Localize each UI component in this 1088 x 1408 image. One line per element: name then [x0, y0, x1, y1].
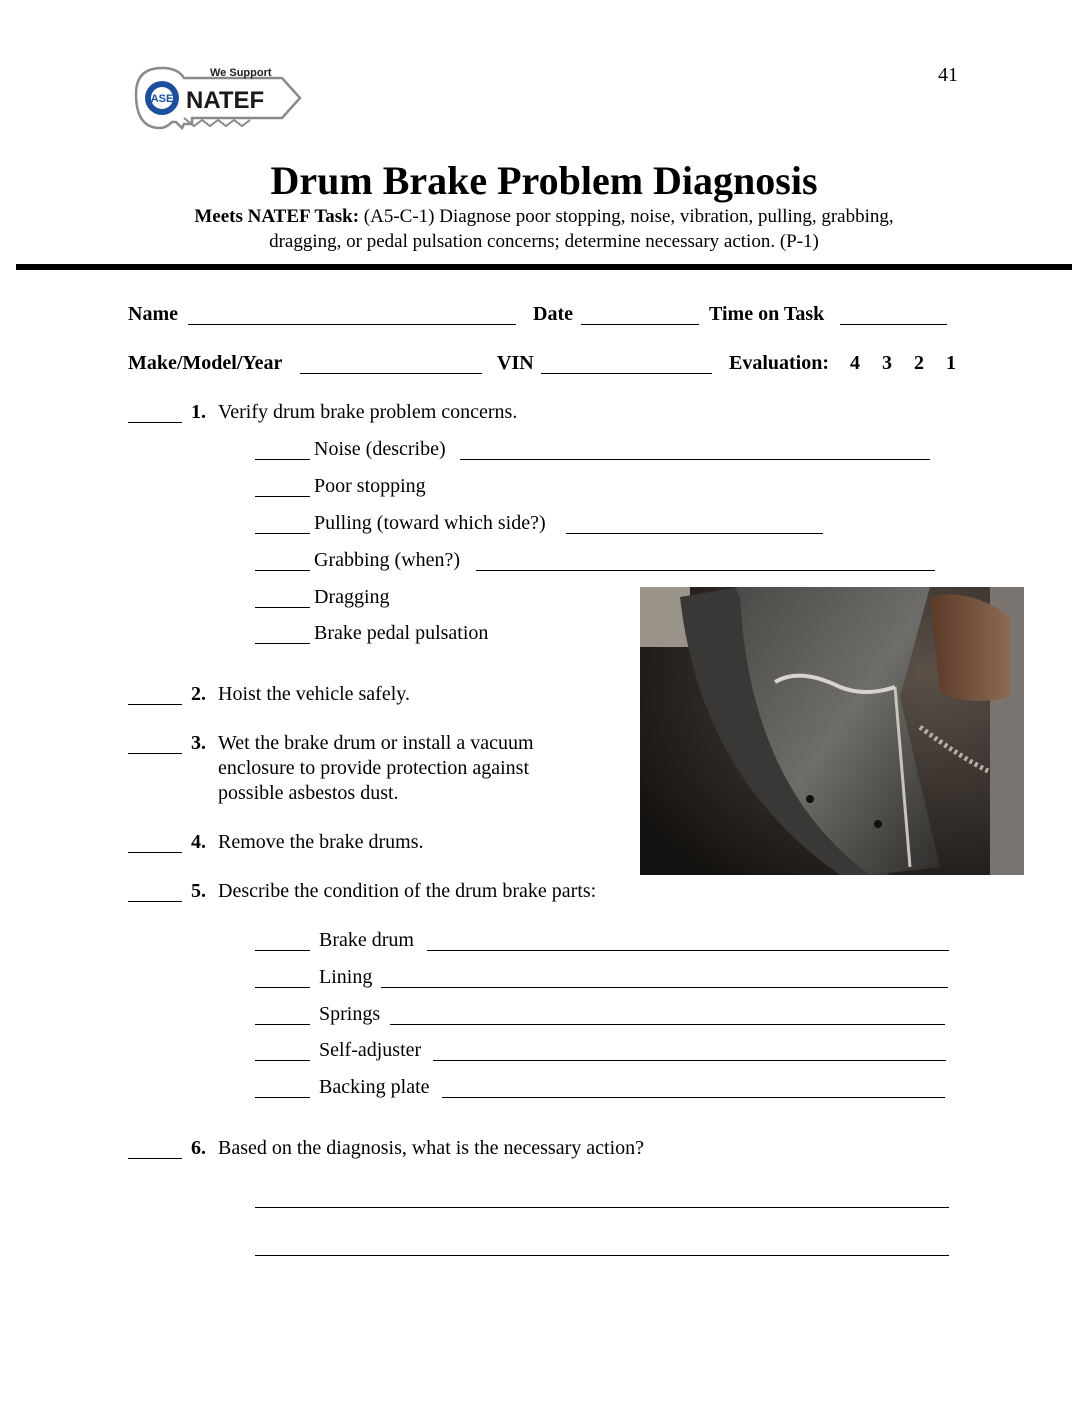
step-2-number: 2.: [191, 683, 206, 705]
logo-seal-text: ASE: [150, 93, 174, 105]
concern-poor-stopping-check[interactable]: [255, 496, 310, 497]
step-1-text: Verify drum brake problem concerns.: [218, 401, 518, 423]
part-springs-check[interactable]: [255, 1024, 310, 1025]
step-2-text: Hoist the vehicle safely.: [218, 683, 410, 705]
concern-pulling-check[interactable]: [255, 533, 310, 534]
part-brake-drum-field[interactable]: [427, 950, 949, 951]
page-subtitle: [0, 204, 1088, 254]
evaluation-label: Evaluation:: [729, 352, 830, 374]
part-self-adjuster-label: Self-adjuster: [319, 1039, 422, 1061]
concern-grabbing-check[interactable]: [255, 570, 310, 571]
subtitle-label: Meets NATEF Task:: [194, 206, 360, 227]
step-6-text: Based on the diagnosis, what is the necessary action?: [218, 1137, 644, 1159]
step-3-number: 3.: [191, 732, 206, 754]
step-3-text-line1: Wet the brake drum or install a vacuum: [218, 732, 534, 754]
concern-grabbing-field[interactable]: [476, 570, 935, 571]
logo-brand-text: NATEF: [186, 87, 265, 114]
make-model-year-label: Make/Model/Year: [128, 352, 283, 374]
step-4-number: 4.: [191, 831, 206, 853]
action-answer-line-2[interactable]: [255, 1255, 949, 1256]
score-3[interactable]: 3: [882, 352, 892, 374]
concern-noise-label: Noise (describe): [314, 438, 446, 460]
part-springs-label: Springs: [319, 1003, 381, 1025]
part-brake-drum-label: Brake drum: [319, 929, 414, 951]
part-self-adjuster-field[interactable]: [433, 1060, 946, 1061]
part-backing-plate-check[interactable]: [255, 1097, 310, 1098]
make-model-year-field[interactable]: [300, 373, 482, 374]
concern-noise-check[interactable]: [255, 459, 310, 460]
step-3-text-line3: possible asbestos dust.: [218, 782, 399, 804]
part-lining-label: Lining: [319, 966, 373, 988]
step-6-check[interactable]: [128, 1158, 182, 1159]
score-1[interactable]: 1: [946, 352, 956, 374]
date-label: Date: [533, 303, 573, 325]
concern-pedal-pulsation-check[interactable]: [255, 643, 310, 644]
part-brake-drum-check[interactable]: [255, 950, 310, 951]
vin-label: VIN: [497, 352, 534, 374]
step-4-check[interactable]: [128, 852, 182, 853]
logo-top-text: We Support: [210, 67, 272, 79]
step-4-text: Remove the brake drums.: [218, 831, 424, 853]
step-3-check[interactable]: [128, 753, 182, 754]
step-1-check[interactable]: [128, 422, 182, 423]
step-1-number: 1.: [191, 401, 206, 423]
subtitle-line1: (A5-C-1) Diagnose poor stopping, noise, vibration, pulling, grabbing,: [359, 206, 894, 227]
time-on-task-label: Time on Task: [709, 303, 825, 325]
concern-grabbing-label: Grabbing (when?): [314, 549, 461, 571]
part-lining-check[interactable]: [255, 987, 310, 988]
action-answer-line-1[interactable]: [255, 1207, 949, 1208]
part-backing-plate-label: Backing plate: [319, 1076, 430, 1098]
subtitle-line2: dragging, or pedal pulsation concerns; determine necessary action. (P-1): [269, 231, 819, 252]
vin-field[interactable]: [541, 373, 712, 374]
drum-brake-photo: [640, 587, 1024, 875]
part-springs-field[interactable]: [390, 1024, 945, 1025]
score-4[interactable]: 4: [850, 352, 860, 374]
concern-noise-field[interactable]: [460, 459, 930, 460]
step-2-check[interactable]: [128, 704, 182, 705]
part-backing-plate-field[interactable]: [442, 1097, 945, 1098]
header-rule: [16, 264, 1072, 270]
concern-pulling-field[interactable]: [566, 533, 823, 534]
score-2[interactable]: 2: [914, 352, 924, 374]
step-3-text-line2: enclosure to provide protection against: [218, 757, 530, 779]
concern-pedal-pulsation-label: Brake pedal pulsation: [314, 622, 489, 644]
step-6-number: 6.: [191, 1137, 206, 1159]
part-self-adjuster-check[interactable]: [255, 1060, 310, 1061]
concern-dragging-label: Dragging: [314, 586, 390, 608]
page-title: Drum Brake Problem Diagnosis: [270, 158, 818, 203]
date-field[interactable]: [581, 324, 699, 325]
name-label: Name: [128, 303, 178, 325]
concern-poor-stopping-label: Poor stopping: [314, 475, 426, 497]
time-on-task-field[interactable]: [840, 324, 947, 325]
part-lining-field[interactable]: [381, 987, 948, 988]
step-5-number: 5.: [191, 880, 206, 902]
step-5-text: Describe the condition of the drum brake parts:: [218, 880, 597, 902]
page-number: 41: [938, 64, 958, 86]
step-5-check[interactable]: [128, 901, 182, 902]
concern-dragging-check[interactable]: [255, 607, 310, 608]
natef-logo: [132, 62, 304, 150]
concern-pulling-label: Pulling (toward which side?): [314, 512, 546, 534]
name-field[interactable]: [188, 324, 516, 325]
